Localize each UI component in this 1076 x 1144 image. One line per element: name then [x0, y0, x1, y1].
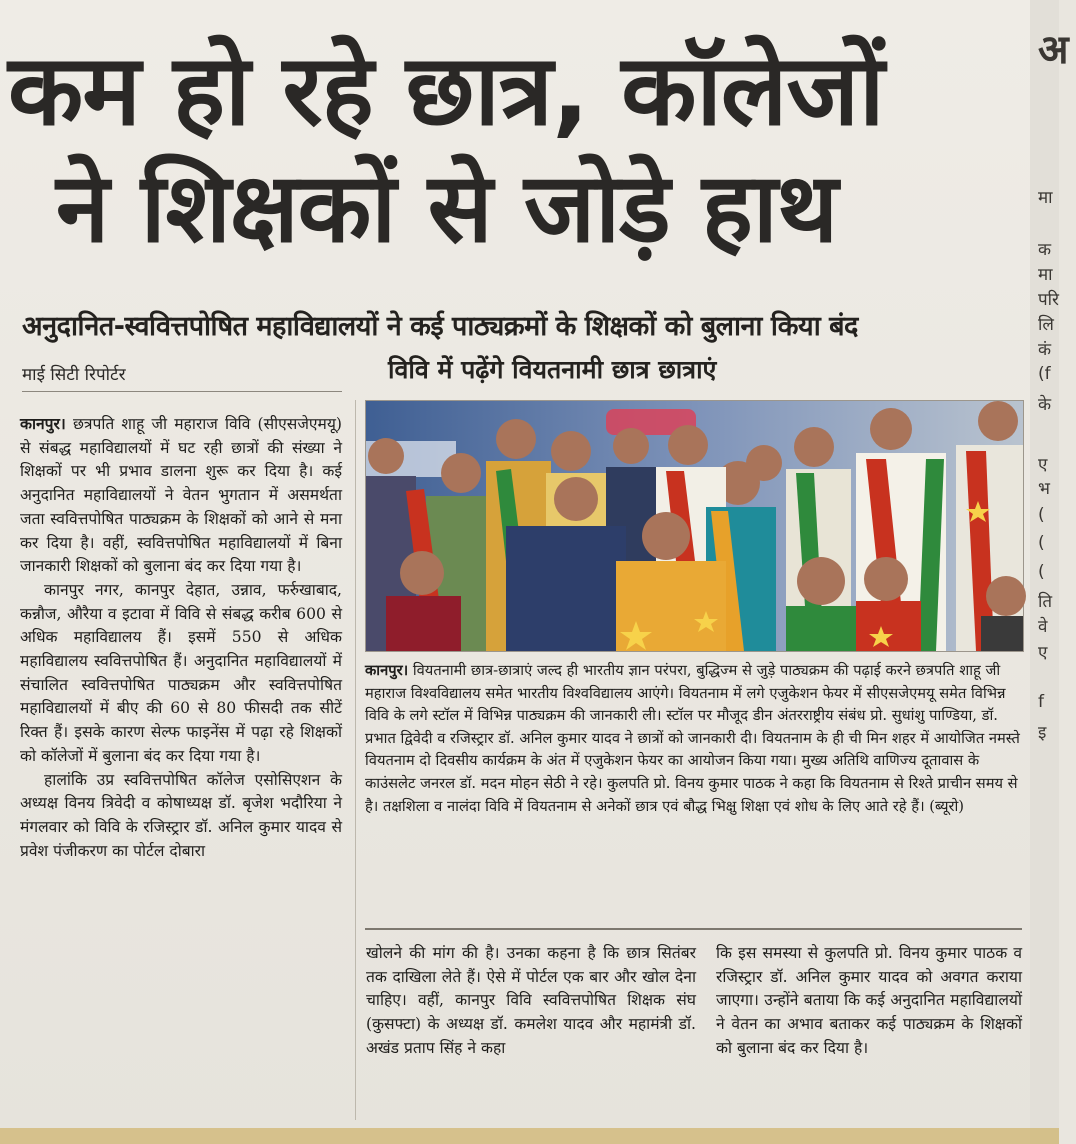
caption-text: वियतनामी छात्र-छात्राएं जल्द ही भारतीय ज्ञान परंपरा, बुद्धिज्म से जुड़े पाठ्यक्रम की पढ़ाई करने छत्रपति शाहू जी महाराज विश्वविद्यालय समेत भारतीय विश्वविद्यालय आएंगे। वियतनाम में लगे एजुकेशन फेयर में सीएसजेएमयू समेत विभिन्न विवि के लगे स्टॉल में विभिन्न पाठ्यक्रम की जानकारी ली। स्टॉल पर मौजूद डीन अंतरराष्ट्रीय संबंध प्रो. सुधांशु पाण्डिया, डॉ. प्रभात द्विवेदी व रजिस्ट्रार डॉ. अनिल कुमार यादव ने छात्रों को जानकारी दी। वियतनाम के ही ची मिन शहर में आयोजित नमस्ते वियतनाम दो दिवसीय कार्यक्रम के अंत में एजुकेशन फेयर का आयोजन किया गया। मुख्य अतिथि वाणिज्य दूतावास के काउंसलेट जनरल डॉ. मदन मोहन सेठी ने रहे। कुलपति प्रो. विनय कुमार पाठक ने कहा कि वियतनाम से रिश्ते प्राचीन समय से है। तक्षशिला व नालंदा विवि में वियतनाम से अनेकों छात्र एवं बौद्ध भिक्षु शिक्षा एवं शोध के लिए आते रहे हैं। (ब्यूरो)	[365, 662, 1020, 815]
photo-story-title: विवि में पढ़ेंगे वियतनामी छात्र छात्राएं	[388, 355, 717, 384]
adjacent-text-fragment: भ	[1038, 479, 1050, 499]
adjacent-text-fragment: क	[1038, 240, 1052, 260]
adjacent-text-fragment: (	[1038, 562, 1045, 582]
adjacent-text-fragment: कं	[1038, 340, 1052, 360]
adjacent-text-fragment: ए	[1038, 455, 1048, 475]
headline-line-1: कम हो रहे छात्र, कॉलेजों	[8, 34, 884, 148]
article-dateline: कानपुर।	[20, 414, 66, 433]
adjacent-text-fragment: ति	[1038, 592, 1053, 612]
adjacent-text-fragment: के	[1038, 395, 1052, 415]
section-rule	[365, 928, 1022, 930]
article-column-1	[20, 412, 342, 863]
adjacent-text-fragment: परि	[1038, 290, 1060, 310]
adjacent-text-fragment: (f	[1038, 364, 1051, 384]
subheadline: अनुदानित-स्ववित्तपोषित महाविद्यालयों ने कई पाठ्यक्रमों के शिक्षकों को बुलाना किया बंद	[22, 311, 858, 342]
adjacent-text-fragment: (	[1038, 533, 1045, 553]
article-column-2: खोलने की मांग की है। उनका कहना है कि छात्र सितंबर तक दाखिला लेते हैं। ऐसे में पोर्टल एक बार और खोल देना चाहिए। वहीं, कानपुर विवि स्ववित्तपोषित शिक्षक संघ (कुसफ्टा) के अध्यक्ष डॉ. कमलेश यादव और महामंत्री डॉ. अखंड प्रताप सिंह ने कहा	[366, 944, 696, 1057]
article-paragraph-1-text: छत्रपति शाहू जी महाराज विवि (सीएसजेएमयू) से संबद्ध महाविद्यालयों में घट रही छात्रों की संख्या ने शिक्षकों पर भी प्रभाव डालना शुरू कर दिया है। कई अनुदानित महाविद्यालयों ने वेतन भुगतान में असमर्थता जता स्ववित्तपोषित पाठ्यक्रम के शिक्षकों को आने से मना कर दिया है। वहीं, स्ववित्तपोषित महाविद्यालयों में बिना जानकारी शिक्षकों को बुलाना बंद कर दिया गया है।	[20, 415, 342, 576]
adjacent-text-fragment: लि	[1038, 315, 1054, 335]
adjacent-text-fragment: वे	[1038, 617, 1048, 637]
reporter-byline: माई सिटी रिपोर्टर	[22, 362, 342, 392]
adjacent-text-fragment: मा	[1038, 188, 1053, 208]
adjacent-text-fragment: f	[1038, 692, 1044, 712]
adjacent-text-fragment: अ	[1038, 27, 1069, 73]
article-paragraph-2: कानपुर नगर, कानपुर देहात, उन्नाव, फर्रुखाबाद, कन्नौज, औरैया व इटावा में विवि से संबद्ध करीब 600 से अधिक महाविद्यालय हैं। इसमें 550 से अधिक महाविद्यालय स्ववित्तपोषित हैं। अनुदानित महाविद्यालयों में संचालित स्ववित्तपोषित पाठ्यक्रम और स्ववित्तपोषित महाविद्यालयों में बीए की 60 से 80 फीसदी तक सीटें रिक्त हैं। इसके कारण सेल्फ फाइनेंस में पढ़ा रहे शिक्षकों को कॉलेजों में बुलाना बंद कर दिया गया है।	[20, 580, 342, 765]
column-divider	[355, 400, 356, 1120]
article-paragraph-3: हालांकि उप्र स्ववित्तपोषित कॉलेज एसोसिएशन के अध्यक्ष विनय त्रिवेदी व कोषाध्यक्ष डॉ. बृजेश भदौरिया ने मंगलवार को विवि के रजिस्ट्रार डॉ. अनिल कुमार यादव से प्रवेश पंजीकरण का पोर्टल दोबारा	[20, 770, 342, 860]
adjacent-text-fragment: मा	[1038, 265, 1053, 285]
group-photo	[365, 400, 1024, 652]
adjacent-text-fragment: (	[1038, 505, 1045, 525]
adjacent-article-edge	[1030, 0, 1069, 1144]
headline-line-2: ने शिक्षकों से जोड़े हाथ	[56, 152, 838, 264]
adjacent-text-fragment: ए	[1038, 643, 1048, 663]
photo-caption	[365, 660, 1022, 818]
caption-dateline: कानपुर।	[365, 662, 409, 679]
page-bottom-edge	[0, 1128, 1059, 1144]
article-paragraph-1	[20, 412, 342, 579]
article-column-3: कि इस समस्या से कुलपति प्रो. विनय कुमार पाठक व रजिस्ट्रार डॉ. अनिल कुमार यादव को अवगत कराया जाएगा। उन्होंने बताया कि कई अनुदानित महाविद्यालयों ने वेतन का अभाव बताकर कई पाठ्यक्रम के शिक्षकों को बुलाना बंद कर दिया है।	[716, 944, 1022, 1057]
adjacent-text-fragment: इ	[1038, 723, 1047, 743]
group-photo-illustration	[366, 401, 1023, 651]
